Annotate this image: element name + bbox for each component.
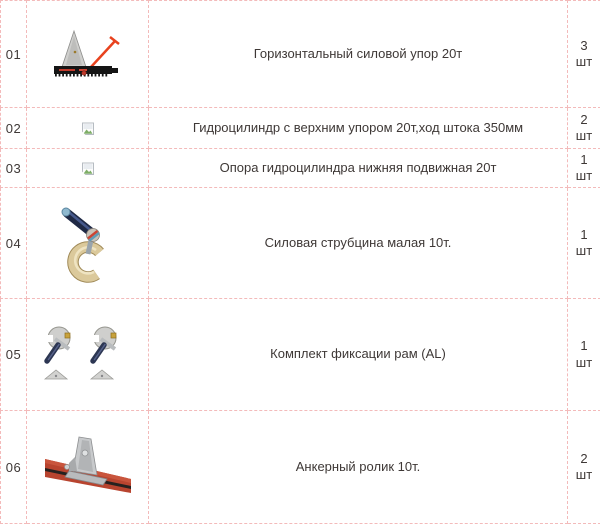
table-row (1, 411, 600, 524)
quantity-value: 1 (580, 151, 588, 167)
horizontal-power-stop-photo (53, 27, 123, 81)
quantity-unit: шт (575, 467, 593, 482)
quantity-value: 2 (580, 111, 588, 127)
product-description: Опора гидроцилиндра нижняя подвижная 20т (149, 149, 568, 188)
quantity-cell (568, 299, 600, 411)
product-description: Горизонтальный силовой упор 20т (149, 1, 568, 108)
quantity-unit: шт (575, 168, 593, 183)
row-number: 01 (1, 1, 27, 108)
quantity-unit: шт (575, 243, 593, 258)
product-image-cell (29, 323, 146, 387)
row-number: 02 (1, 108, 27, 149)
product-description: Гидроцилиндр с верхним упором 20т,ход штока 350мм (149, 108, 568, 149)
row-number: 05 (1, 299, 27, 411)
row-number: 06 (1, 411, 27, 524)
quantity-cell (568, 1, 600, 108)
quantity-unit: шт (575, 128, 593, 143)
table-row (1, 188, 600, 299)
quantity-value: 1 (580, 338, 588, 354)
product-description: Анкерный ролик 10т. (149, 411, 568, 524)
power-clamp-photo (58, 202, 118, 284)
quantity-cell (568, 108, 600, 149)
table-row (1, 149, 600, 188)
table-row (1, 1, 600, 108)
quantity-value: 1 (580, 226, 588, 242)
broken-image-icon (81, 121, 95, 136)
product-image-cell (29, 121, 146, 136)
quantity-cell (568, 188, 600, 299)
quantity-unit: шт (575, 54, 593, 69)
frame-fixing-kit-photo (42, 323, 134, 387)
product-description: Комплект фиксации рам (AL) (149, 299, 568, 411)
product-image-cell (29, 202, 146, 284)
product-image-cell (29, 161, 146, 176)
anchor-roller-photo (45, 427, 131, 507)
quantity-cell (568, 149, 600, 188)
row-number: 03 (1, 149, 27, 188)
quantity-cell (568, 411, 600, 524)
row-number: 04 (1, 188, 27, 299)
product-image-cell (29, 427, 146, 507)
product-description: Силовая струбцина малая 10т. (149, 188, 568, 299)
quantity-unit: шт (575, 354, 593, 370)
table-row (1, 108, 600, 149)
quantity-value: 3 (580, 37, 588, 53)
broken-image-icon (81, 161, 95, 176)
table-row (1, 299, 600, 411)
product-image-cell (29, 27, 146, 81)
quantity-value: 2 (580, 450, 588, 466)
